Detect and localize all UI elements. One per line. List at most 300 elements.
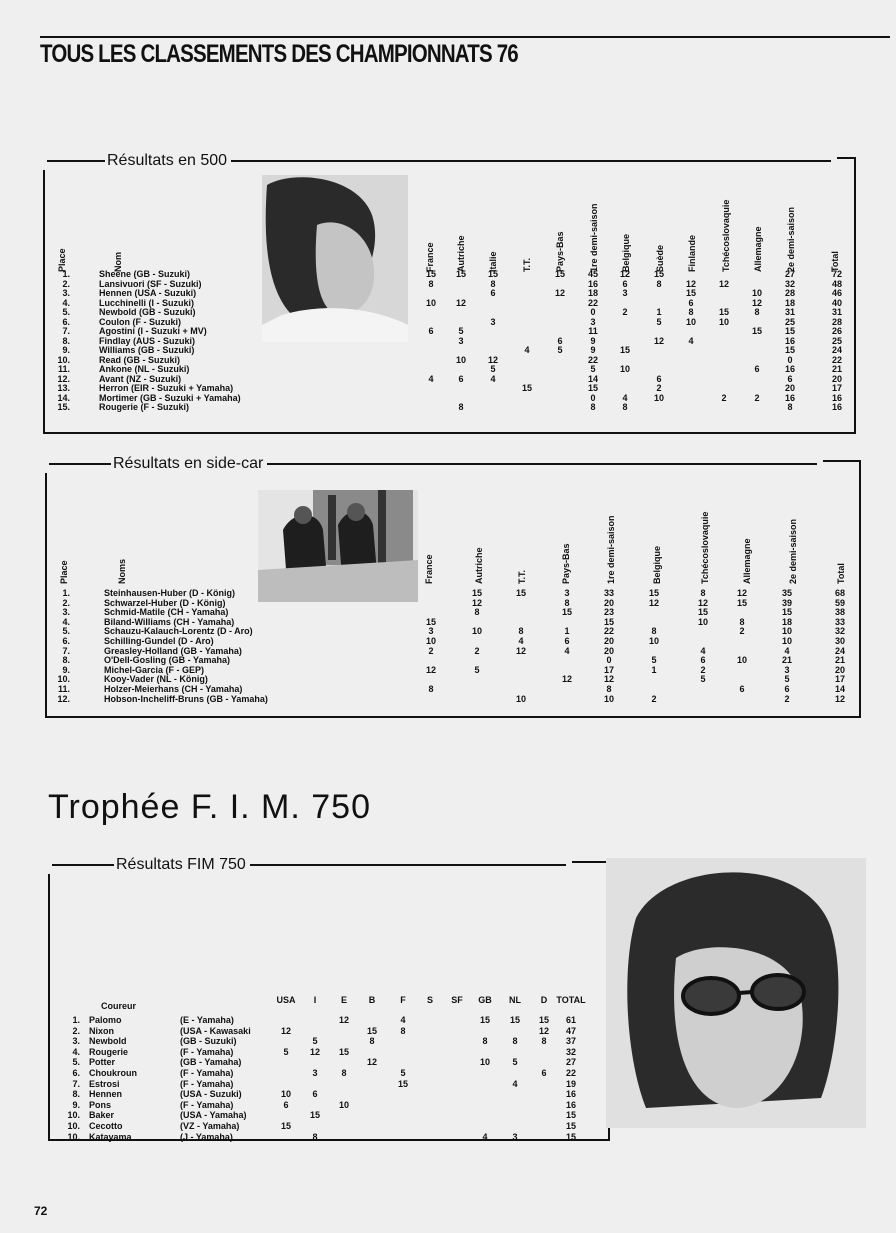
results-fim-team: (J - Yamaha) <box>180 1131 233 1142</box>
results-500-cell: 31 <box>831 307 842 317</box>
results-500-cell: 16 <box>587 278 598 289</box>
results-fim-cell: 5 <box>512 1057 518 1068</box>
results-500-cell: 8 <box>622 402 628 412</box>
results-fim-name: Potter <box>89 1057 116 1068</box>
results-500-header: Nom <box>113 252 123 272</box>
results-500-cell: 46 <box>831 288 842 298</box>
results-sidecar-cell: 30 <box>834 636 845 646</box>
results-sidecar-cell: 6 <box>784 684 790 694</box>
results-fim-team: (E - Yamaha) <box>180 1015 234 1025</box>
results-fim-cell: 6 <box>283 1099 289 1110</box>
results-500-header: Pays-Bas <box>555 231 565 272</box>
results-sidecar-cell: 8 <box>474 607 480 618</box>
results-500-name: Findlay (AUS - Suzuki) <box>99 335 196 346</box>
results-fim-team: (F - Yamaha) <box>180 1046 234 1057</box>
results-500-cell: 6 <box>754 364 760 374</box>
results-sidecar-row <box>0 598 896 608</box>
results-fim-header: E <box>340 995 347 1005</box>
results-500-cell: 10 <box>653 392 664 403</box>
results-sidecar-name: Michel-Garcia (F - GEP) <box>104 664 205 675</box>
results-sidecar-row <box>0 684 896 694</box>
results-500-cell: 12 <box>718 278 729 289</box>
results-500-cell: 15 <box>487 269 498 279</box>
results-fim-row <box>0 1036 896 1046</box>
results-500-place: 14. <box>57 392 70 403</box>
results-sidecar-cell: 33 <box>834 616 845 627</box>
results-fim-cell: 19 <box>565 1078 576 1089</box>
results-500-cell: 28 <box>784 288 795 298</box>
results-fim-header: SF <box>451 995 463 1005</box>
results-500-cell: 12 <box>751 297 762 308</box>
results-sidecar-cell: 23 <box>603 607 614 618</box>
results-fim-cell: 15 <box>280 1121 291 1131</box>
results-500-name: Lucchinelli (I - Suzuki) <box>99 297 195 308</box>
results-sidecar-cell: 10 <box>736 655 747 666</box>
results-500-cell: 11 <box>588 326 598 336</box>
results-fim-row <box>0 1015 896 1025</box>
results-sidecar-cell: 2 <box>784 693 790 704</box>
results-sidecar-cell: 2 <box>739 626 745 637</box>
results-500-name: Sheene (GB - Suzuki) <box>99 269 191 279</box>
results-500-cell: 1 <box>656 307 662 317</box>
results-500-place: 8. <box>62 335 70 346</box>
results-fim-cell: 10 <box>280 1089 291 1100</box>
results-sidecar-cell: 15 <box>561 607 572 618</box>
results-fim-header: S <box>426 995 433 1005</box>
results-sidecar-cell: 39 <box>781 597 792 608</box>
results-500-header: Tchécoslovaquie <box>721 199 731 272</box>
results-fim-place: 7. <box>72 1078 80 1089</box>
results-fim-cell: 15 <box>565 1110 576 1121</box>
results-500-cell: 5 <box>557 345 563 355</box>
top-rule <box>40 36 890 38</box>
page-number: 72 <box>34 1204 48 1218</box>
results-500-cell: 17 <box>831 383 842 393</box>
results-sidecar-row <box>0 694 896 704</box>
results-500-place: 12. <box>57 373 70 384</box>
results-sidecar-cell: 15 <box>736 597 747 608</box>
results-fim-cell: 8 <box>400 1025 406 1036</box>
results-fim-cell: 4 <box>512 1078 518 1089</box>
results-fim-team: (F - Yamaha) <box>180 1068 234 1078</box>
results-sidecar-cell: 4 <box>564 645 570 656</box>
results-sidecar-row <box>0 588 896 598</box>
results-fim-cell: 8 <box>312 1131 318 1142</box>
results-500-title <box>43 152 837 170</box>
results-500-header: Finlande <box>687 234 697 272</box>
results-500-row <box>0 307 896 317</box>
results-sidecar-cell: 15 <box>603 616 614 627</box>
results-fim-cell: 15 <box>309 1110 320 1121</box>
trophy-title: Trophée F. I. M. 750 <box>48 788 371 826</box>
results-fim-row <box>0 1089 896 1099</box>
results-sidecar-row <box>0 617 896 627</box>
results-sidecar-cell: 10 <box>648 636 659 646</box>
results-sidecar-cell: 8 <box>564 597 570 608</box>
results-fim-cell: 12 <box>309 1046 320 1057</box>
results-fim-header: USA <box>276 995 296 1005</box>
results-500-header: Italie <box>488 251 498 272</box>
results-sidecar-place: 2. <box>62 597 70 608</box>
results-500-cell: 15 <box>521 383 532 393</box>
results-sidecar-cell: 15 <box>425 616 436 627</box>
results-fim-row <box>0 1026 896 1036</box>
results-fim-header: F <box>400 995 406 1005</box>
results-sidecar-title <box>45 455 823 473</box>
results-sidecar-cell: 8 <box>606 684 612 694</box>
results-sidecar-name: Schmid-Matile (CH - Yamaha) <box>104 607 229 618</box>
results-sidecar-header: Tchécoslovaquie <box>700 511 710 584</box>
results-sidecar-cell: 10 <box>781 636 792 646</box>
results-fim-row <box>0 1110 896 1120</box>
results-fim-team: (F - Yamaha) <box>180 1078 234 1089</box>
results-sidecar-cell: 12 <box>603 674 614 685</box>
results-500-header: 1re demi-saison <box>589 203 599 272</box>
results-sidecar-cell: 17 <box>603 664 614 675</box>
results-500-cell: 12 <box>554 288 565 298</box>
results-sidecar-name: O'Dell-Gosling (GB - Yamaha) <box>104 655 230 666</box>
fim-coureur-label: Coureur <box>101 1001 137 1011</box>
results-sidecar-header: 2e demi-saison <box>788 518 798 584</box>
results-sidecar-cell: 1 <box>564 626 570 637</box>
results-sidecar-cell: 20 <box>603 597 614 608</box>
results-sidecar-header: Pays-Bas <box>561 543 571 584</box>
results-500-name: Read (GB - Suzuki) <box>99 354 181 365</box>
results-fim-row <box>0 1068 896 1078</box>
results-500-cell: 9 <box>590 335 596 346</box>
results-500-place: 5. <box>62 307 70 317</box>
results-sidecar-cell: 22 <box>603 626 614 637</box>
results-sidecar-cell: 2 <box>700 664 706 675</box>
results-500-row <box>0 374 896 384</box>
results-sidecar-cell: 3 <box>428 626 434 637</box>
results-fim-cell: 12 <box>538 1025 549 1036</box>
results-sidecar-cell: 14 <box>834 684 845 694</box>
results-sidecar-cell: 24 <box>834 645 845 656</box>
results-sidecar-name: Kooy-Vader (NL - König) <box>104 674 208 685</box>
results-500-cell: 12 <box>653 335 664 346</box>
results-500-cell: 22 <box>831 354 842 365</box>
results-500-cell: 12 <box>487 354 498 365</box>
results-fim-row <box>0 1057 896 1067</box>
results-500-cell: 28 <box>831 316 842 327</box>
results-500-cell: 12 <box>455 297 466 308</box>
results-500-cell: 0 <box>787 354 793 365</box>
results-fim-row <box>0 1100 896 1110</box>
results-sidecar-cell: 20 <box>603 645 614 656</box>
results-500-row <box>0 326 896 336</box>
results-sidecar-name: Steinhausen-Huber (D - König) <box>104 588 235 598</box>
results-500-cell: 4 <box>688 335 694 346</box>
results-sidecar-place: 11. <box>57 684 70 694</box>
results-fim-cell: 6 <box>541 1068 547 1078</box>
results-fim-place: 5. <box>72 1057 80 1068</box>
results-500-name: Ankone (NL - Suzuki) <box>99 364 190 374</box>
results-500-header: T.T. <box>522 257 532 272</box>
results-sidecar-header: 1re demi-saison <box>606 515 616 584</box>
results-sidecar-row <box>0 636 896 646</box>
results-500-name: Hennen (USA - Suzuki) <box>99 288 197 298</box>
results-sidecar-cell: 3 <box>564 588 570 598</box>
results-500-cell: 18 <box>784 297 795 308</box>
results-500-cell: 20 <box>831 373 842 384</box>
results-500-cell: 20 <box>784 383 795 393</box>
results-sidecar-header: Allemagne <box>742 538 752 584</box>
results-fim-name: Palomo <box>89 1015 122 1025</box>
results-500-place: 7. <box>62 326 70 336</box>
results-sidecar-cell: 2 <box>474 645 480 656</box>
results-fim-cell: 8 <box>369 1036 375 1047</box>
results-fim-cell: 22 <box>565 1068 576 1078</box>
results-fim-cell: 10 <box>479 1057 490 1068</box>
results-500-place: 2. <box>62 278 70 289</box>
results-sidecar-cell: 12 <box>515 645 526 656</box>
results-500-row <box>0 402 896 412</box>
results-fim-name: Nixon <box>89 1025 115 1036</box>
results-fim-place: 1. <box>72 1015 80 1025</box>
results-fim-cell: 15 <box>538 1015 549 1025</box>
results-500-cell: 25 <box>831 335 842 346</box>
results-500-cell: 6 <box>428 326 434 336</box>
results-fim-name: Cecotto <box>89 1121 123 1131</box>
results-sidecar-cell: 5 <box>784 674 790 685</box>
results-500-title-text: Résultats en 500 <box>107 152 228 169</box>
results-500-cell: 12 <box>685 278 696 289</box>
results-500-cell: 27 <box>784 269 795 279</box>
results-fim-cell: 15 <box>366 1025 377 1036</box>
results-sidecar-cell: 6 <box>739 684 745 694</box>
results-500-name: Rougerie (F - Suzuki) <box>99 402 189 412</box>
results-fim-place: 10. <box>67 1110 80 1121</box>
results-fim-team: (GB - Suzuki) <box>180 1036 237 1047</box>
results-fim-title-text: Résultats FIM 750 <box>116 856 246 873</box>
results-sidecar-name: Schwarzel-Huber (D - König) <box>104 597 226 608</box>
results-500-cell: 8 <box>787 402 793 412</box>
results-fim-cell: 8 <box>482 1036 488 1047</box>
results-500-cell: 3 <box>590 316 596 327</box>
results-500-cell: 8 <box>458 402 464 412</box>
results-sidecar-cell: 10 <box>697 616 708 627</box>
results-500-cell: 15 <box>784 345 795 355</box>
results-fim-row <box>0 1079 896 1089</box>
results-fim-cell: 5 <box>312 1036 318 1047</box>
results-500-row <box>0 269 896 279</box>
results-sidecar-cell: 0 <box>606 655 612 666</box>
results-fim-team: (GB - Yamaha) <box>180 1057 242 1068</box>
results-500-cell: 16 <box>784 335 795 346</box>
results-sidecar-row <box>0 607 896 617</box>
results-500-cell: 5 <box>490 364 496 374</box>
results-sidecar-cell: 10 <box>781 626 792 637</box>
results-500-place: 6. <box>62 316 70 327</box>
results-fim-header: NL <box>509 995 521 1005</box>
results-500-cell: 10 <box>619 364 630 374</box>
results-sidecar-name: Biland-Williams (CH - Yamaha) <box>104 616 235 627</box>
results-sidecar-header: Place <box>59 560 69 584</box>
results-fim-cell: 47 <box>565 1025 576 1036</box>
results-500-place: 1. <box>62 269 70 279</box>
results-500-cell: 5 <box>656 316 662 327</box>
results-500-cell: 24 <box>831 345 842 355</box>
results-500-cell: 22 <box>587 297 598 308</box>
results-sidecar-cell: 10 <box>603 693 614 704</box>
results-500-name: Lansivuori (SF - Suzuki) <box>99 278 202 289</box>
results-sidecar-place: 5. <box>62 626 70 637</box>
results-500-name: Agostini (I - Suzuki + MV) <box>99 326 207 336</box>
results-sidecar-cell: 4 <box>700 645 706 656</box>
results-fim-cell: 8 <box>341 1068 347 1078</box>
results-sidecar-header: Autriche <box>474 547 484 584</box>
results-500-header: Suède <box>655 244 665 272</box>
results-500-name: Coulon (F - Suzuki) <box>99 316 181 327</box>
results-sidecar-cell: 33 <box>603 588 614 598</box>
results-500-row <box>0 364 896 374</box>
results-500-cell: 4 <box>622 392 628 403</box>
results-fim-cell: 6 <box>312 1089 318 1100</box>
results-fim-cell: 61 <box>565 1015 576 1025</box>
results-500-header: 2e demi-saison <box>786 206 796 272</box>
results-fim-title <box>48 856 572 874</box>
results-sidecar-header: France <box>424 554 434 584</box>
results-500-cell: 48 <box>831 278 842 289</box>
results-sidecar-cell: 12 <box>834 693 845 704</box>
results-500-cell: 4 <box>490 373 496 384</box>
results-500-header: Place <box>57 248 67 272</box>
results-fim-cell: 3 <box>312 1068 318 1078</box>
results-500-cell: 8 <box>688 307 694 317</box>
results-fim-header: D <box>540 995 548 1005</box>
results-500-cell: 8 <box>656 278 662 289</box>
results-500-name: Williams (GB - Suzuki) <box>99 345 195 355</box>
results-fim-cell: 4 <box>400 1015 406 1025</box>
results-sidecar-cell: 12 <box>697 597 708 608</box>
results-sidecar-cell: 18 <box>781 616 792 627</box>
results-500-cell: 8 <box>590 402 596 412</box>
results-sidecar-cell: 5 <box>700 674 706 685</box>
results-fim-cell: 37 <box>565 1036 576 1047</box>
results-sidecar-cell: 8 <box>651 626 657 637</box>
results-sidecar-cell: 15 <box>515 588 526 598</box>
results-fim-row <box>0 1121 896 1131</box>
results-500-cell: 22 <box>587 354 598 365</box>
results-sidecar-cell: 21 <box>834 655 845 666</box>
results-500-cell: 15 <box>784 326 795 336</box>
results-fim-header: B <box>368 995 376 1005</box>
results-fim-place: 3. <box>72 1036 80 1047</box>
results-500-cell: 15 <box>554 269 565 279</box>
results-500-cell: 0 <box>590 392 596 403</box>
results-500-name: Mortimer (GB - Suzuki + Yamaha) <box>99 392 241 403</box>
results-sidecar-name: Holzer-Meierhans (CH - Yamaha) <box>104 684 243 694</box>
results-sidecar-cell: 5 <box>651 655 657 666</box>
results-sidecar-place: 3. <box>62 607 70 618</box>
results-sidecar-name: Schilling-Gundel (D - Aro) <box>104 636 214 646</box>
results-500-place: 11. <box>57 364 70 374</box>
results-fim-place: 6. <box>72 1068 80 1078</box>
results-500-place: 4. <box>62 297 70 308</box>
results-500-cell: 5 <box>590 364 596 374</box>
results-sidecar-row <box>0 674 896 684</box>
results-500-cell: 16 <box>784 392 795 403</box>
results-sidecar-place: 6. <box>62 636 70 646</box>
results-500-row <box>0 355 896 365</box>
results-fim-header: GB <box>478 995 492 1005</box>
results-500-cell: 15 <box>587 383 598 393</box>
results-fim-cell: 16 <box>565 1089 576 1100</box>
results-500-cell: 15 <box>455 269 466 279</box>
results-fim-cell: 32 <box>565 1046 576 1057</box>
results-500-cell: 16 <box>831 392 842 403</box>
results-500-header: Allemagne <box>753 226 763 272</box>
results-sidecar-cell: 59 <box>834 597 845 608</box>
results-500-cell: 6 <box>656 373 662 384</box>
results-sidecar-cell: 8 <box>700 588 706 598</box>
results-500-row <box>0 336 896 346</box>
results-500-cell: 3 <box>622 288 628 298</box>
results-500-place: 13. <box>57 383 70 393</box>
results-500-header: Belgique <box>621 233 631 272</box>
results-500-name: Newbold (GB - Suzuki) <box>99 307 196 317</box>
results-sidecar-cell: 21 <box>781 655 792 666</box>
results-fim-cell: 15 <box>397 1078 408 1089</box>
results-sidecar-header: T.T. <box>517 569 527 584</box>
results-fim-name: Newbold <box>89 1036 127 1047</box>
results-sidecar-cell: 15 <box>697 607 708 618</box>
results-fim-cell: 5 <box>283 1046 289 1057</box>
results-sidecar-cell: 3 <box>784 664 790 675</box>
results-sidecar-cell: 8 <box>428 684 434 694</box>
results-sidecar-row <box>0 646 896 656</box>
results-fim-header: TOTAL <box>556 995 586 1005</box>
results-500-place: 9. <box>62 345 70 355</box>
results-sidecar-cell: 68 <box>834 588 845 598</box>
results-sidecar-name: Schauzu-Kalauch-Lorentz (D - Aro) <box>104 626 253 637</box>
results-fim-team: (USA - Kawasaki <box>180 1025 251 1036</box>
results-500-header: France <box>425 242 435 272</box>
results-sidecar-cell: 4 <box>784 645 790 656</box>
results-500-cell: 4 <box>428 373 434 384</box>
results-sidecar-cell: 20 <box>603 636 614 646</box>
results-fim-team: (USA - Suzuki) <box>180 1089 242 1100</box>
results-500-cell: 2 <box>656 383 662 393</box>
results-fim-cell: 10 <box>338 1099 349 1110</box>
results-fim-cell: 15 <box>338 1046 349 1057</box>
results-500-cell: 3 <box>458 335 464 346</box>
results-500-cell: 32 <box>784 278 795 289</box>
results-sidecar-title-text: Résultats en side-car <box>113 455 264 472</box>
results-fim-cell: 16 <box>565 1099 576 1110</box>
results-fim-header: I <box>313 995 317 1005</box>
results-500-cell: 26 <box>831 326 842 336</box>
results-sidecar-cell: 2 <box>428 645 434 656</box>
results-500-cell: 15 <box>619 345 630 355</box>
results-500-cell: 10 <box>718 316 729 327</box>
results-500-cell: 16 <box>831 402 842 412</box>
results-sidecar-cell: 6 <box>564 636 570 646</box>
results-fim-name: Katayama <box>89 1131 132 1142</box>
results-500-row <box>0 383 896 393</box>
results-500-cell: 6 <box>622 278 628 289</box>
results-fim-team: (F - Yamaha) <box>180 1099 234 1110</box>
results-sidecar-cell: 8 <box>518 626 524 637</box>
results-fim-team: (VZ - Yamaha) <box>180 1121 240 1131</box>
results-fim-cell: 8 <box>541 1036 547 1047</box>
results-fim-place: 4. <box>72 1046 80 1057</box>
results-sidecar-cell: 12 <box>561 674 572 685</box>
results-sidecar-cell: 10 <box>425 636 436 646</box>
results-fim-place: 8. <box>72 1089 80 1100</box>
results-500-cell: 16 <box>784 364 795 374</box>
